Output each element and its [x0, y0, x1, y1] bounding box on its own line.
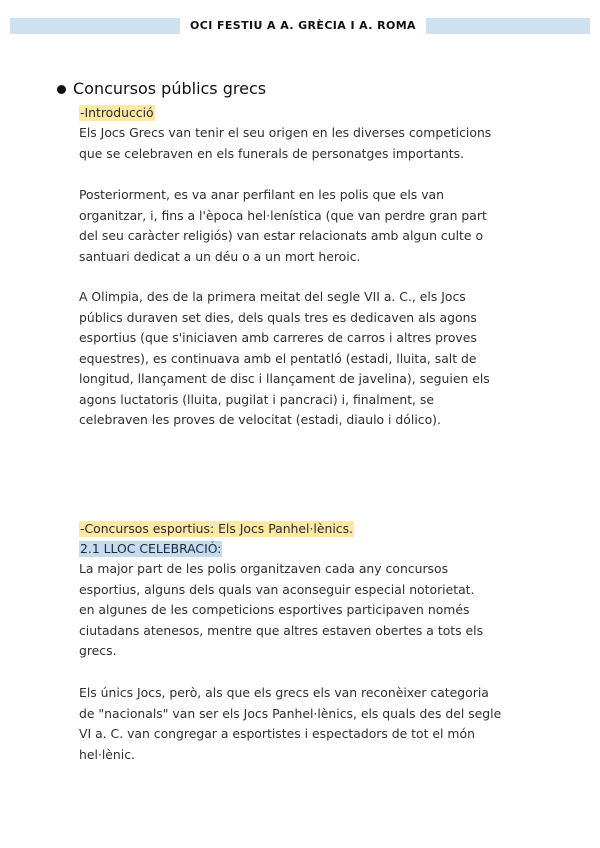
text-line: Els únics Jocs, però, als que els grecs els van reconèixer categoria — [79, 685, 489, 700]
text-line: Els Jocs Grecs van tenir el seu origen en les diverses competicions — [79, 125, 492, 140]
text-line: grecs. — [79, 643, 117, 658]
page-header-title: OCI FESTIU A A. GRÈCIA I A. ROMA — [190, 19, 416, 32]
text-line: santuari dedicat a un déu o a un mort heroic. — [79, 248, 361, 264]
paragraph-polis — [79, 559, 519, 662]
text-line: que se celebraven en els funerals de personatges importants. — [79, 145, 465, 161]
bullet-icon — [57, 85, 66, 94]
text-line: públics duraven set dies, dels quals tres es dedicaven als agons — [79, 309, 477, 325]
text-line: A Olimpia, des de la primera meitat del segle VII a. C., els Jocs — [79, 289, 466, 304]
paragraph-origin — [79, 123, 519, 164]
text-line: del seu caràcter religiós) van estar relacionats amb algun culte o — [79, 228, 484, 243]
subheading-lloc-celebracio: 2.1 LLOC CELEBRACIÓ: — [80, 541, 222, 556]
header-bar-left — [10, 18, 180, 34]
text-line: longitud, llançament de disc i llançament de javelina), seguien els — [79, 371, 490, 386]
text-line: Posteriorment, es va anar perfilant en les polis que els van — [79, 187, 444, 202]
section-title: Concursos públics grecs — [73, 79, 267, 98]
sports-label: -Concursos esportius: Els Jocs Panhel·lènics. — [80, 521, 353, 536]
text-line: esportius (que s'iniciaven amb carreres de carros i altres proves — [79, 330, 477, 345]
text-line: hel·lènic. — [79, 746, 135, 762]
text-line: organitzar, i, fins a l'època hel·lenística (que van perdre gran part — [79, 207, 487, 223]
text-line: agons luctatoris (lluita, pugilat i pancraci) i, finalment, se — [79, 391, 435, 407]
text-line: La major part de les polis organitzaven cada any concursos — [79, 561, 449, 576]
paragraph-development — [79, 185, 519, 267]
text-line: ciutadans atenesos, mentre que altres estaven obertes a tots els — [79, 622, 484, 638]
intro-label: -Introducció — [80, 105, 154, 120]
paragraph-olimpia — [79, 287, 519, 431]
text-line: celebraven les proves de velocitat (estadi, diaulo i dólico). — [79, 412, 441, 427]
text-line: en algunes de les competicions esportives participaven només — [79, 602, 470, 617]
header-bar-right — [426, 18, 590, 34]
paragraph-panhellenics — [79, 683, 519, 765]
text-line: esportius, alguns dels quals van aconseguir especial notorietat. — [79, 581, 475, 597]
text-line: VI a. C. van congregar a esportistes i espectadors de tot el món — [79, 726, 475, 741]
text-line: de "nacionals" van ser els Jocs Panhel·lènics, els quals des del segle — [79, 705, 502, 721]
text-line: equestres), es continuava amb el pentatló (estadi, lluita, salt de — [79, 350, 477, 366]
